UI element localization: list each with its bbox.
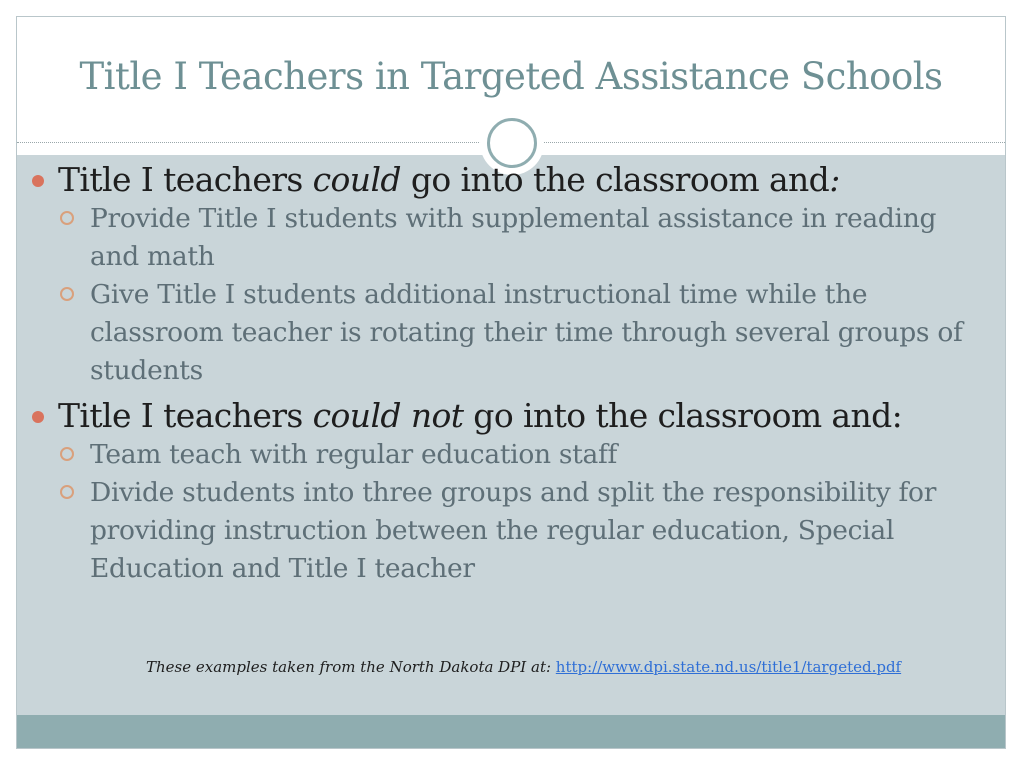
bullet-text-emph: could <box>312 160 401 199</box>
bullet-text-emph: could not <box>312 396 464 435</box>
source-link[interactable]: http://www.dpi.state.nd.us/title1/targeted.pdf <box>555 658 902 676</box>
sub-bullet-text: Divide students into three groups and split the responsibility for providing instruction between the regular education, Special Education and Title I teacher <box>90 477 937 584</box>
slide-title: Title I Teachers in Targeted Assistance Schools <box>79 55 943 98</box>
sub-bullet-ring-icon <box>60 287 74 301</box>
sub-bullet <box>30 474 970 588</box>
bullet-text-post: go into the classroom and <box>400 160 830 199</box>
sub-bullet-text: Give Title I students additional instructional time while the classroom teacher is rotating their time through several groups of students <box>90 279 963 386</box>
sub-bullet <box>30 276 970 390</box>
sub-bullet <box>30 200 970 276</box>
sub-bullet-text: Team teach with regular education staff <box>90 439 618 470</box>
bullet-dot-icon <box>32 411 44 423</box>
sub-bullet-ring-icon <box>60 447 74 461</box>
bullet-text-tail: : <box>829 160 840 199</box>
footer-band <box>17 715 1005 748</box>
sub-bullet <box>30 436 970 474</box>
bullet-text-pre: Title I teachers <box>58 160 313 199</box>
bullet-content <box>30 160 970 588</box>
sub-bullet-ring-icon <box>60 211 74 225</box>
source-text: These examples taken from the North Dakota DPI at: <box>146 658 556 676</box>
bullet-text-pre: Title I teachers <box>58 396 313 435</box>
source-note <box>146 658 901 676</box>
sub-bullet-text: Provide Title I students with supplemental assistance in reading and math <box>90 203 937 272</box>
bullet-text-post: go into the classroom and: <box>463 396 903 435</box>
bullet-could-not <box>30 396 970 436</box>
bullet-could <box>30 160 970 200</box>
bullet-dot-icon <box>32 175 44 187</box>
sub-bullet-ring-icon <box>60 485 74 499</box>
